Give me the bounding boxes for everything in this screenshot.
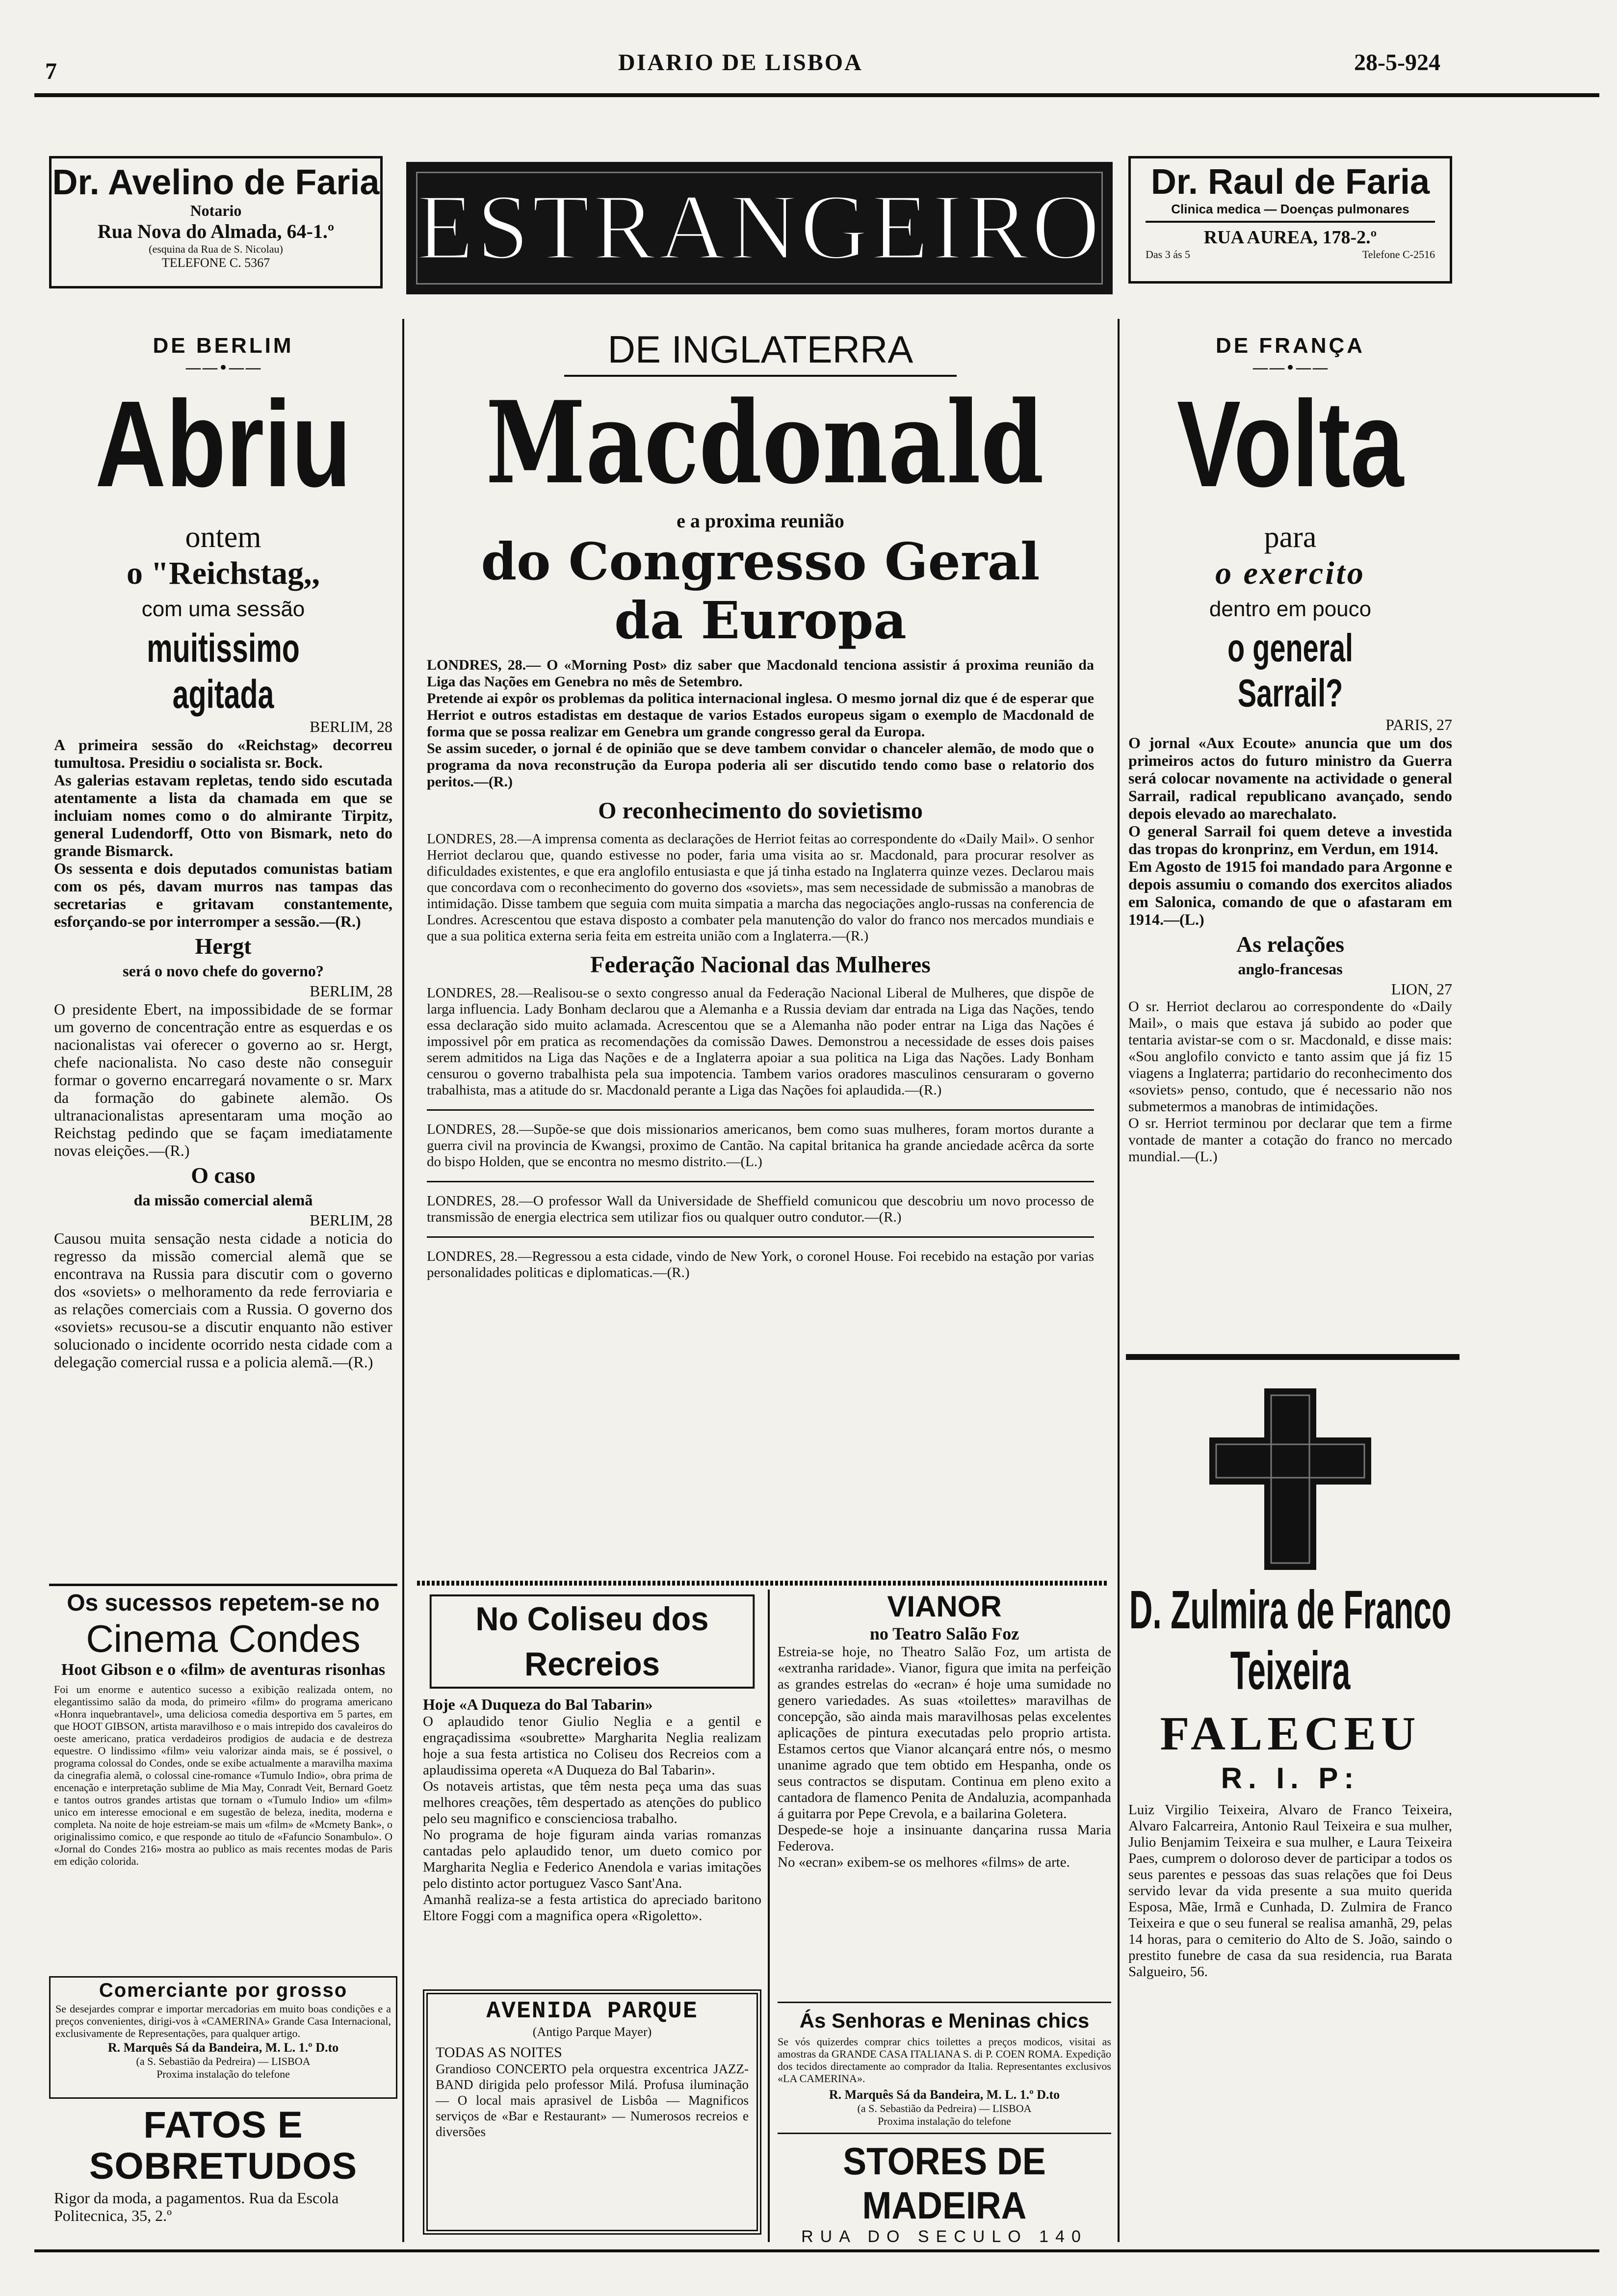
ornament: ——•—— <box>1252 358 1329 378</box>
franca-p3: Em Agosto de 1915 foi mandado para Argonne e depois assumiu o comando dos exercitos aliados em Salonica, comando de que o afastaram em 1914.—(L.) <box>1128 858 1452 928</box>
caso-dateline: BERLIM, 28 <box>310 1211 392 1229</box>
franca-p2: O general Sarrail foi quem deteve a investida das tropas do kronprinz, em Verdun, em 1914. <box>1128 822 1452 858</box>
berlim-headline: Abriu <box>95 375 352 512</box>
berlim-column <box>54 334 392 1371</box>
ads-divider <box>768 1590 770 2242</box>
senhoras-ad: Ás Senhoras e Meninas chics Se vós quizerdes comprar chics toilettes a preços modicos, visitai as amostras da GRANDE CASA ITALIANA S. di P. COEN ROMA. Expedição dos tecidos directamente ao comprador da Italia. Representantes exclusivos «LA CAMERINA». R. Marquês Sá da Bandeira, M. L. 1.º D.to (a S. Sebastião da Pedreira) — LISBOA Proxima instalação do telefone STORES DE MADEIRA RUA DO SECULO 140 <box>778 2002 1111 2246</box>
franca-headline: Volta <box>1176 375 1404 512</box>
ad-avelino-de-faria: Dr. Avelino de Faria Notario Rua Nova do Almada, 64-1.º (esquina da Rua de S. Nicolau) TELEFONE C. 5367 <box>49 156 383 288</box>
caso-text: Causou muita sensação nesta cidade a noticia do regresso da missão comercial alemã que se encontrava na Russia para discutir com o governo dos «soviets» o melhoramento da rede ferroviaria e as relações comerciais com a Russia. O governo dos «soviets» recusou-se a discutir enquanto não estiver solucionado o incidente ocorrido nesta cidade com a delegação comercial russa e a policia alemã.—(R.) <box>54 1229 392 1371</box>
inglaterra-deck1: e a proxima reunião <box>677 510 844 532</box>
cinema-title: Cinema Condes <box>86 1617 361 1660</box>
obituary <box>1128 1374 1452 1980</box>
vianor-ad: VIANOR no Teatro Salão Foz Estreia-se hoje, no Theatro Salão Foz, um artista de «extranha raridade». Vianor, figura que imita na perfeição as grandes estrelas do «ecran» é hoje uma sumidade no genero variedades. As suas «toilettes» maravilhas de concepção, são ainda mais maravilhosas pelas excelentes aplicações de pintura executadas pelo proprio artista. Estamos certos que Vianor alcançará entre nós, o mesmo unanime agrado que tem obtido em Hespanha, onde os seus contractos se disputam. Continua em pleno exito a cantadora de flamenco Penita de Andaluzia, acompanhada á guitarra por Pepe Crevola, e a bailarina Goletera. Despede-se hoje a insinuante dançarina russa Maria Federova. No «ecran» exibem-se os melhores «films» de arte. <box>778 1590 1111 1870</box>
inglaterra-headline: Macdonald <box>486 377 1044 509</box>
berlim-p1: A primeira sessão do «Reichstag» decorreu tumultosa. Presidiu o socialista sr. Bock. <box>54 736 392 771</box>
section-banner: ESTRANGEIRO <box>406 162 1113 294</box>
inglaterra-p3: Se assim suceder, o jornal é de opinião que se deve tambem convidar o chanceler alemão, de modo que o programa da nova reconstrução da Europa poderia ali ser discutido tendo como base o relatorio dos peritos.—(R.) <box>427 740 1094 790</box>
cinema-condes <box>54 1590 392 1867</box>
hergt-subhead: será o novo chefe do governo? <box>123 962 324 980</box>
franca-p1: O jornal «Aux Ecoute» anuncia que um dos primeiros actos do futuro ministro da Guerra será colocar novamente na actividade o general Sarrail, radical republicano avançado, sendo depois elevado ao marechalato. <box>1128 734 1452 822</box>
federacao-headline: Federação Nacional das Mulheres <box>590 952 931 978</box>
relacoes-text-2: O sr. Herriot terminou por declarar que tem a firme vontade de manter a cotação do franco no mercado mundial.—(L.) <box>1128 1115 1452 1165</box>
column-rule-right <box>1118 319 1120 2242</box>
column-rule-left <box>402 319 404 2242</box>
cinema-text: Foi um enorme e autentico sucesso a exibição realizada ontem, no elegantissimo salão da moda, do primeiro «film» do programa americano «Honra inquebrantavel», uma deliciosa comedia desportiva em 5 partes, em que HOOT GIBSON, artista maravilhoso e o mais intrepido dos cavaleiros do oeste americano, pratica verdadeiros prodigios de audacia e de destreza equestre. O lindissimo «film» veiu valorizar ainda mais, se é possivel, o programa colossal do Condes, onde se exibe actualmente a maravilha maxima da cinegrafia alemã, o colossal cine-romance «Tumulo Indio», obra prima de encenação e interpretação sublime de Mia May, Conradt Veit, Bernard Goetz e tantos outros grandes artistas que tornam o «Tumulo Indio» um «film» unico em interesse emocional e em sugestão de beleza, inedita, moderna e completa. Na noite de hoje estreiam-se mais um «film» de «Mcmety Bank», o originalissimo comico, e que responde ao titulo de «Fafuncio Sonambulo». O «Jornal do Condes 216» mostra ao publico as mais recentes modas de Paris em edição colorida. <box>54 1683 392 1867</box>
issue-date: 28-5-924 <box>1354 50 1440 76</box>
sovietismo-text: LONDRES, 28.—A imprensa comenta as declarações de Herriot feitas ao correspondente do «Daily Mail». O senhor Herriot declarou que, quando estivesse no poder, faria uma visita ao sr. Macdonald, para procurar resolver as dificuldades existentes, e que era anglofilo entusiasta e que já tinha estado na Inglaterra quinze vezes. Declarou mais que concordava com o reconhecimento do governo dos «soviets», mas sem necessidade de submissão a manobras de intimidação. Disse tambem que seguia com muita simpatia a marcha das negociações anglo-russas na conferencia de Londres. Acrescentou que estava disposto a combater pela manutenção do valor do franco nos mercados mundiais e que a sua politica externa seria feita em estreita união com a Inglaterra.—(R.) <box>427 831 1094 944</box>
franca-kicker: DE FRANÇA <box>1215 334 1365 358</box>
berlim-deck1: ontem <box>185 521 261 554</box>
ad-raul-de-faria: Dr. Raul de Faria Clinica medica — Doenças pulmonares RUA AUREA, 178-2.º Das 3 ás 5 Telefone C-2516 <box>1128 156 1452 284</box>
hergt-headline: Hergt <box>195 934 252 959</box>
hergt-dateline: BERLIM, 28 <box>310 982 392 1000</box>
inglaterra-p1: LONDRES, 28.— O «Morning Post» diz saber que Macdonald tenciona assistir á proxima reunião da Liga das Nações em Genebra no mês de Setembro. <box>427 657 1094 690</box>
bottom-rule <box>34 2249 1599 2252</box>
coliseu-ad: No Coliseu dos Recreios Hoje «A Duqueza do Bal Tabarin» O aplaudido tenor Giulio Neglia e a gentil e engraçadissima «soubrette» Margharita Neglia realizam hoje a sua festa artistica no Coliseu dos Recreios com a aplaudissima opereta «A Duqueza do Bal Tabarin». Os notaveis artistas, que têm nesta peça uma das suas melhores creações, têm despertado as atenções do publico pelo seu magnifico e conscienciosa trabalho. No programa de hoje figuram ainda varias romanzas cantadas pelo aplaudido tenor, um dueto comico por Margharita Neglia e Federico Anendola e varias imitações pelo distinto actor portuguez Vasco Sant'Ana. Amanhã realiza-se a festa artistica do apreciado baritono Eltore Foggi com a magnifica opera «Rigoletto». <box>423 1594 761 1924</box>
relacoes-headline: As relações <box>1236 932 1345 957</box>
cinema-kicker: Os sucessos repetem-se no <box>67 1590 380 1616</box>
caso-headline: O caso <box>191 1163 256 1188</box>
ads-rule <box>417 1581 1109 1586</box>
obituary-rule <box>1126 1354 1460 1360</box>
sovietismo-headline: O reconhecimento do sovietismo <box>598 798 923 824</box>
cinema-rule <box>49 1584 397 1586</box>
berlim-kicker: DE BERLIM <box>153 334 294 358</box>
house-text: LONDRES, 28.—Regressou a esta cidade, vindo de New York, o coronel House. Foi recebido na estação por varias personalidades politicas e diplomaticas.—(R.) <box>427 1249 1094 1280</box>
ad-comerciante: Comerciante por grosso Se desejardes comprar e importar mercadorias em muito boas condições e a preços convenientes, dirigi-vos à «CAMERINA» Grande Casa Internacional, exclusivamente de Representações, para qualquer artigo. R. Marquês Sá da Bandeira, M. L. 1.º D.to (a S. Sebastião da Pedreira) — LISBOA Proxima instalação do telefone <box>49 1976 397 2099</box>
franca-dateline: PARIS, 27 <box>1385 716 1452 733</box>
page-number: 7 <box>45 58 57 84</box>
inglaterra-kicker: DE INGLATERRA <box>607 328 913 371</box>
hergt-text: O presidente Ebert, na impossibidade de se formar um governo de concentração entre as esquerdas e os nacionalistas vai oferecer o governo ao sr. Hergt, chefe nacionalista. No caso deste não conseguir formar o governo encarregará novamente o sr. Marx da formação do gabinete alemão. Os ultranacionalistas apresentaram uma moção ao Reichstag pedindo que se façam imediatamente novas eleições.—(R.) <box>54 1000 392 1159</box>
berlim-p2: As galerias estavam repletas, tendo sido escutada atentamente a lista da chamada em que se incluiam nomes como o do almirante Tirpitz, general Ludendorff, Otto von Bismark, neto do grande Bismarck. <box>54 771 392 860</box>
franca-column <box>1128 334 1452 1165</box>
ad-fatos: FATOS E SOBRETUDOS Rigor da moda, a pagamentos. Rua da Escola Politecnica, 35, 2.º <box>54 2104 358 2224</box>
cross-icon <box>1128 1374 1452 1580</box>
franca-deck3: dentro em pouco <box>1209 597 1372 621</box>
ornament: ——•—— <box>184 358 262 378</box>
cinema-sub: Hoot Gibson e o «film» de aventuras risonhas <box>61 1661 386 1679</box>
obituary-text: Luiz Virgilio Teixeira, Alvaro de Franco Teixeira, Alvaro Falcarreira, Antonio Raul Teixeira e sua mulher, Julio Benjamim Teixeira e sua mulher, e Laura Teixeira Paes, cumprem o doloroso dever de participar a todos os seus parentes e pessoas das suas relações que foi Deus servido levar da vida presente a sua muito querida Esposa, Mãe, Irmã e Cunhada, D. Zulmira de Franco Teixeira e que o seu funeral se realisa amanhã, 29, pelas 14 horas, para o cemiterio do Alto de S. João, saindo o prestito funebre de casa da sua residencia, rua Barata Salgueiro, 56. <box>1128 1802 1452 1980</box>
caso-subhead: da missão comercial alemã <box>133 1191 313 1209</box>
relacoes-text: O sr. Herriot declarou ao correspondente do «Daily Mail», o mais que estava já subido ao poder que tentaria avistar-se com o sr. Macdonald, e disse mais: «Sou anglofilo convicto e tanto assim que já fiz 15 viagens a Inglaterra; partidario do reconhecimento dos «soviets» penso, contudo, que é necessario não nos submetermos a manobras de intimidações. <box>1128 998 1452 1115</box>
avenida-parque-ad: AVENIDA PARQUE (Antigo Parque Mayer) TODAS AS NOITES Grandioso CONCERTO pela orquestra excentrica JAZZ-BAND dirigida pelo professor Milá. Profusa iluminação — O local mais aprasivel de Lisbôa — Magnificos serviços de «Bar e Restaurant» — Numerosos recreios e diversões <box>423 1989 761 2235</box>
inglaterra-deck3: da Europa <box>614 590 907 651</box>
newspaper-name: DIARIO DE LISBOA <box>618 50 863 76</box>
relacoes-dateline: LION, 27 <box>1391 980 1452 998</box>
obituary-faleceu: FALECEU <box>1160 1707 1421 1760</box>
obituary-name: D. Zulmira de Franco <box>1129 1580 1452 1640</box>
inglaterra-p2: Pretende ai expôr os problemas da politica internacional inglesa. O mesmo jornal diz que é de esperar que Herriot e outros estadistas em destaque de varios Estados europeus sigam o exemplo de Macdonald de forma que se possa realizar em Genebra um grande congresso geral da Europa. <box>427 690 1094 740</box>
berlim-deck3: com uma sessão <box>141 597 305 621</box>
franca-deck2: o exercito <box>1215 555 1365 591</box>
federacao-text: LONDRES, 28.—Realisou-se o sexto congresso anual da Federação Nacional Liberal de Mulheres, que dispõe de larga influencia. Lady Bonham declarou que a Alemanha e a Russia deviam dar entrada na Liga das Nações, tendo essa declaração sido muito aclamada. Acrescentou que se a Alemanha não poder entrar na Liga das Nações é impossivel pôr em pratica as recomendações da comissão Dawes. Demonstrou a necessidade de esses dois paises serem admitidos na Liga das Nações e de a Inglaterra apoiar a sua politica na Liga das Nações. Lady Bonham censurou o governo trabalhista pela sua impotencia. Tambem varios oradores masculinos censuraram o governo trabalhista, mas a atitude do sr. Macdonald perante a Liga das Nações foi aplaudida.—(R.) <box>427 985 1094 1098</box>
masthead-rule <box>34 93 1599 97</box>
franca-deck4: o general Sarrail? <box>1227 626 1354 715</box>
relacoes-subhead: anglo-francesas <box>1238 960 1343 978</box>
obituary-name-2: Teixeira <box>1230 1641 1351 1701</box>
sheffield-text: LONDRES, 28.—O professor Wall da Universidade de Sheffield comunicou que descobriu um novo processo de transmissão de energia electrica sem utilizar fios ou qualquer outro condutor.—(R.) <box>427 1193 1094 1225</box>
inglaterra-column <box>417 328 1104 1281</box>
berlim-deck2: o "Reichstag,, <box>126 555 320 591</box>
obituary-rip: R. I. P: <box>1221 1762 1360 1795</box>
inglaterra-deck2: do Congresso Geral <box>481 531 1040 592</box>
franca-deck1: para <box>1264 521 1317 554</box>
berlim-dateline: BERLIM, 28 <box>310 718 392 735</box>
berlim-deck4: muitissimo agitada <box>147 626 300 717</box>
berlim-p3: Os sessenta e dois deputados comunistas batiam com os pés, davam murros nas tampas das secretarias e gritavam constantemente, esforçando-se por interromper a sessão.—(R.) <box>54 860 392 930</box>
missionarios-text: LONDRES, 28.—Supõe-se que dois missionarios americanos, bem como suas mulheres, foram mortos durante a guerra civil na provincia de Kwangsi, proximo de Cantão. Na capital britanica ha grande anciedade acêrca da sorte do bispo Holden, que se encontra no mesmo distrito.—(L.) <box>427 1122 1094 1170</box>
